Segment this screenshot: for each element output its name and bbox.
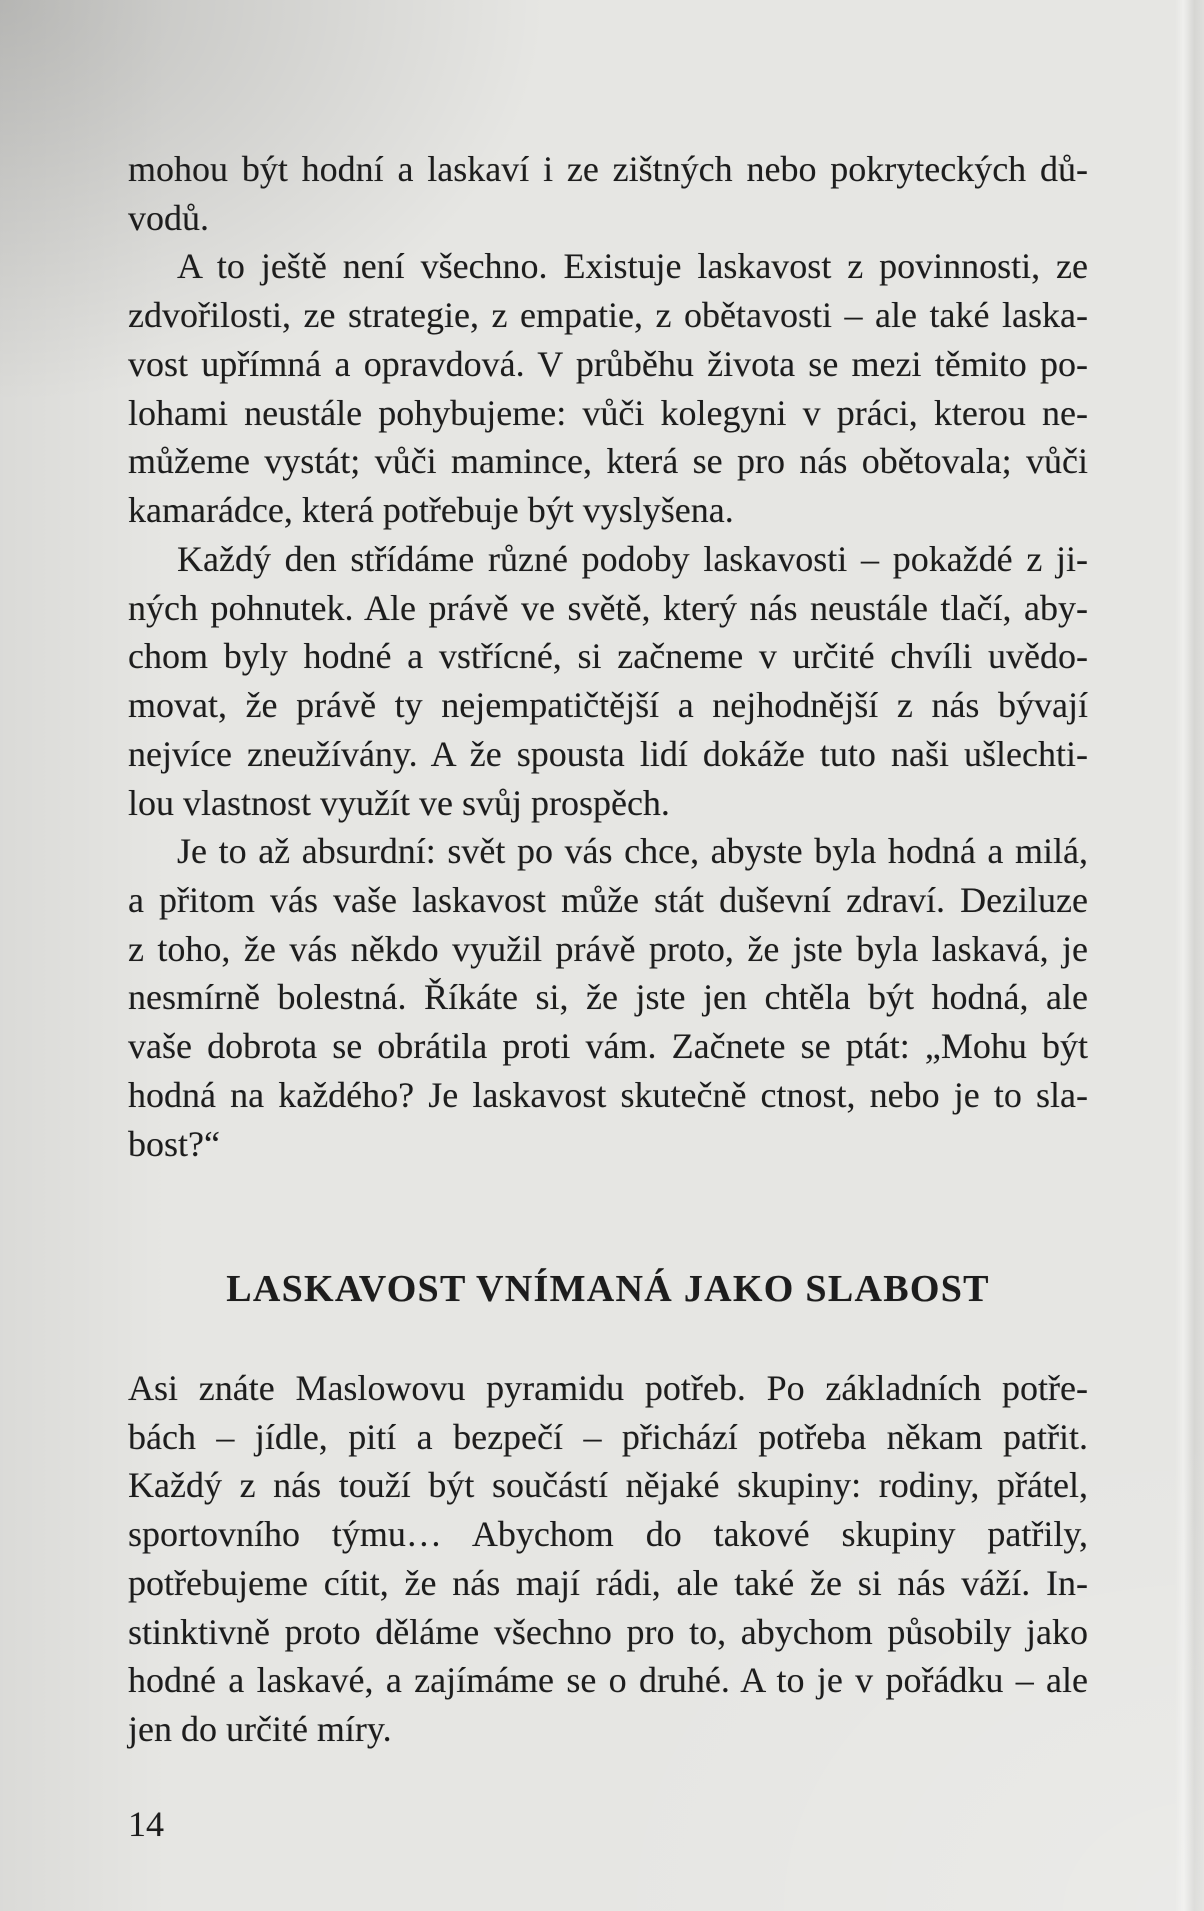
text-line: bách – jídle, pití a bezpečí – přichází potřeba někam patřit. [128, 1416, 1088, 1457]
paragraph [128, 535, 1088, 827]
text-line: bost?“ [128, 1123, 220, 1164]
text-line: kamarádce, která potřebuje být vyslyšena. [128, 490, 734, 531]
text-line: Je to až absurdní: svět po vás chce, abyste byla hodná a milá, [177, 831, 1088, 872]
text-line: sportovního týmu… Abychom do takové skupiny patřily, [128, 1514, 1088, 1555]
text-line: vost upřímná a opravdová. V průběhu života se mezi těmito po- [128, 343, 1088, 384]
text-line: a přitom vás vaše laskavost může stát duševní zdraví. Deziluze [128, 880, 1088, 921]
text-line: nejvíce zneužívány. A že spousta lidí dokáže tuto naši ušlechti- [128, 733, 1088, 774]
text-line: A to ještě není všechno. Existuje laskavost z povinnosti, ze [177, 246, 1088, 287]
text-line: potřebujeme cítit, že nás mají rádi, ale také že si nás váží. In- [128, 1562, 1088, 1603]
paragraph [128, 1364, 1088, 1754]
body-text [128, 145, 1088, 1168]
text-line: Asi znáte Maslowovu pyramidu potřeb. Po základních potře- [128, 1368, 1088, 1408]
text-line: movat, že právě ty nejempatičtější a nejhodnější z nás bývají [128, 685, 1088, 726]
text-line: z toho, že vás někdo využil právě proto, že jste byla laskavá, je [128, 928, 1088, 969]
text-line: můžeme vystát; vůči mamince, která se pro nás obětovala; vůči [128, 441, 1088, 482]
page-number: 14 [128, 1804, 164, 1844]
text-line: zdvořilosti, ze strategie, z empatie, z obětavosti – ale také laska- [128, 295, 1088, 336]
section-heading: LASKAVOST VNÍMANÁ JAKO SLABOST [226, 1268, 990, 1310]
text-line: lohami neustále pohybujeme: vůči kolegyni v práci, kterou ne- [128, 392, 1088, 433]
paragraph [128, 242, 1088, 534]
text-line: vaše dobrota se obrátila proti vám. Začnete se ptát: „Mohu být [128, 1026, 1088, 1067]
paragraph [128, 827, 1088, 1168]
text-line: hodné a laskavé, a zajímáme se o druhé. A to je v pořádku – ale [128, 1660, 1088, 1701]
text-line: lou vlastnost využít ve svůj prospěch. [128, 782, 670, 823]
text-line: vodů. [128, 197, 209, 238]
text-line: chom byly hodné a vstřícné, si začneme v určité chvíli uvědo- [128, 636, 1088, 677]
section-text [128, 1364, 1088, 1754]
text-line: ných pohnutek. Ale právě ve světě, který nás neustále tlačí, aby- [128, 587, 1088, 628]
text-line: hodná na každého? Je laskavost skutečně ctnost, nebo je to sla- [128, 1074, 1088, 1115]
paragraph [128, 145, 1088, 242]
text-line: mohou být hodní a laskaví i ze zištných nebo pokryteckých dů- [128, 149, 1088, 189]
text-line: stinktivně proto děláme všechno pro to, abychom působily jako [128, 1611, 1088, 1652]
text-line: Každý z nás touží být součástí nějaké skupiny: rodiny, přátel, [128, 1465, 1088, 1506]
text-line: nesmírně bolestná. Říkáte si, že jste jen chtěla být hodná, ale [128, 977, 1088, 1018]
text-line: Každý den střídáme různé podoby laskavosti – pokaždé z ji- [177, 538, 1088, 579]
text-line: jen do určité míry. [128, 1709, 392, 1750]
